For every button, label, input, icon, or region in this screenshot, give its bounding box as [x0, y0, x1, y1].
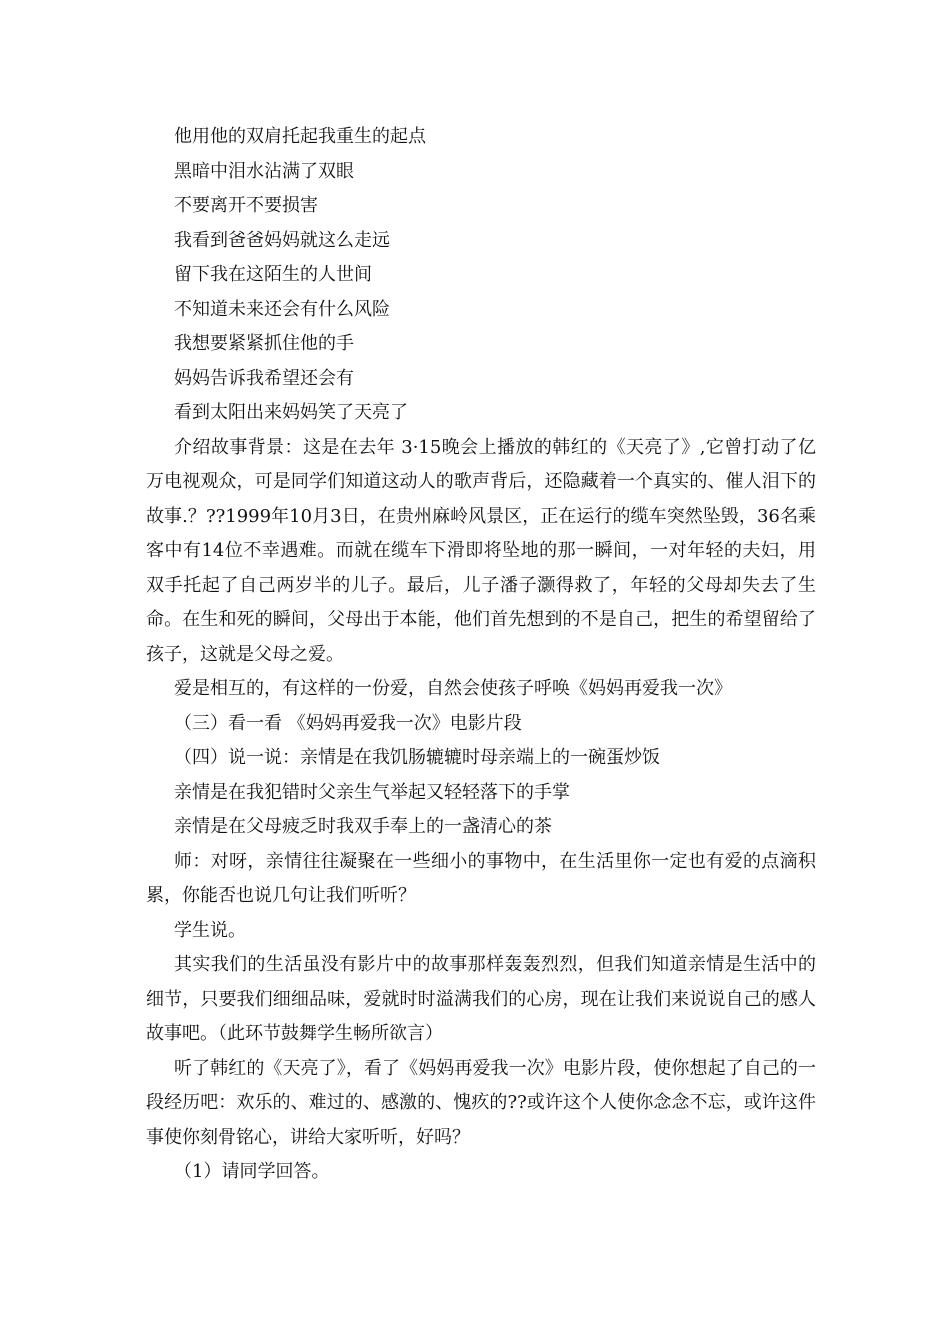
lyric-line: 他用他的双肩托起我重生的起点	[174, 126, 426, 147]
lyric-line: 我看到爸爸妈妈就这么走远	[174, 229, 390, 251]
document-body	[146, 120, 816, 1190]
lyric-line: 不要离开不要损害	[174, 195, 318, 216]
lyric-line: 留下我在这陌生的人世间	[174, 264, 372, 285]
answer-line: （1）请同学回答。	[174, 1161, 330, 1182]
teacher-paragraph: 师：对呀，亲情往往凝聚在一些细小的事物中，在生活里你一定也有爱的点滴积累，你能否也说几句让我们听听？	[146, 850, 816, 906]
life-paragraph: 其实我们的生活虽没有影片中的故事那样轰轰烈烈，但我们知道亲情是生活中的细节，只要我们细细品味，爱就时时溢满我们的心房，现在让我们来说说自己的感人故事吧。（此环节鼓舞学生畅所欲言）	[146, 954, 816, 1044]
family-line: 亲情是在父母疲乏时我双手奉上的一盏清心的茶	[174, 816, 552, 837]
section-three-heading: （三）看一看 《妈妈再爱我一次》电影片段	[174, 712, 522, 734]
love-line: 爱是相互的，有这样的一份爱，自然会使孩子呼唤《妈妈再爱我一次》	[174, 678, 732, 699]
lyric-line: 黑暗中泪水沾满了双眼	[174, 160, 354, 182]
story-background-paragraph: 介绍故事背景：这是在去年 3·15晚会上播放的韩红的《天亮了》,它曾打动了亿万电视观众，可是同学们知道这动人的歌声背后，还隐藏着一个真实的、催人泪下的故事.？??1999年10月3日，在贵州麻岭风景区，正在运行的缆车突然坠毁，36名乘客中有14位不幸遇难。而就在缆车下滑即将坠地的那一瞬间，一对年轻的夫妇，用双手托起了自己两岁半的儿子。最后，儿子潘子灏得救了，年轻的父母却失去了生命。在生和死的瞬间，父母出于本能，他们首先想到的不是自己，把生的希望留给了孩子，这就是父母之爱。	[146, 436, 816, 665]
student-line: 学生说。	[174, 919, 246, 941]
lyric-line: 看到太阳出来妈妈笑了天亮了	[174, 402, 408, 423]
family-line: 亲情是在我犯错时父亲生气举起又轻轻落下的手掌	[174, 781, 570, 803]
lyric-line: 妈妈告诉我希望还会有	[174, 367, 354, 389]
lyric-line: 不知道未来还会有什么风险	[174, 298, 390, 320]
lyric-line: 我想要紧紧抓住他的手	[174, 333, 354, 354]
listen-paragraph: 听了韩红的《天亮了》，看了《妈妈再爱我一次》电影片段，使你想起了自己的一段经历吧：欢乐的、难过的、感激的、愧疚的??或许这个人使你念念不忘，或许这件事使你刻骨铭心，讲给大家听听，好吗？	[146, 1057, 816, 1148]
section-four-heading: （四）说一说：亲情是在我饥肠辘辘时母亲端上的一碗蛋炒饭	[174, 747, 660, 768]
